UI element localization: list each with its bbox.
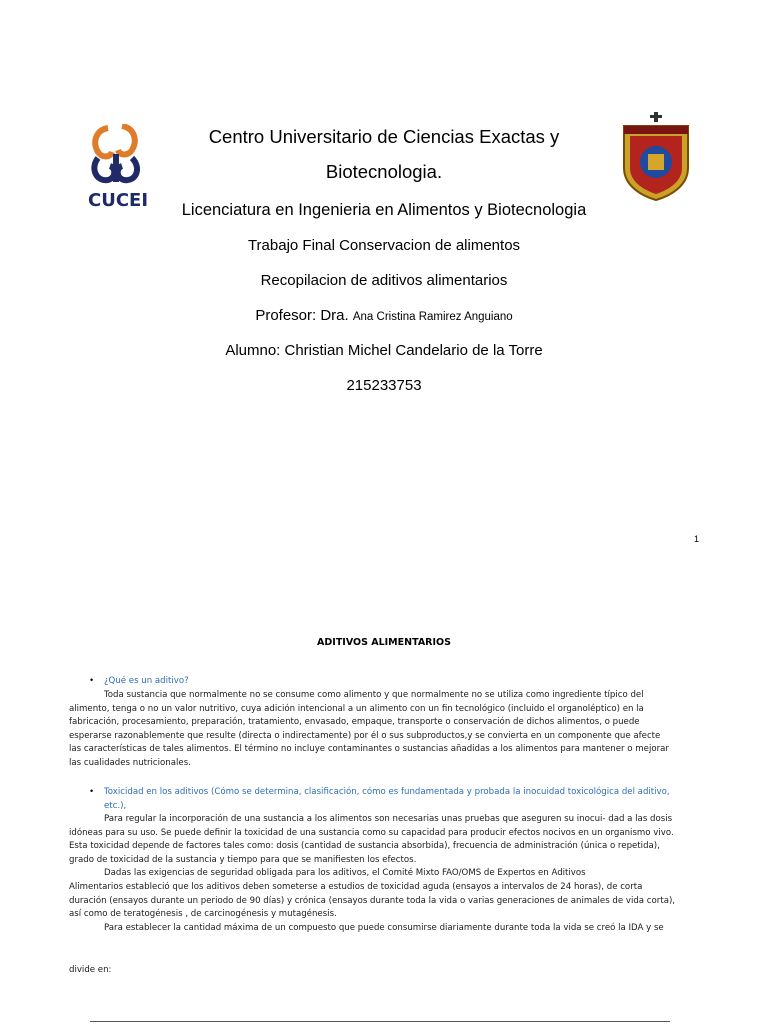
q2-line: Dadas las exigencias de seguridad obligada para los aditivos, el Comité Mixto FAO/OMS de Expertos en Aditivos — [104, 868, 586, 879]
professor-name: Ana Cristina Ramirez Anguiano — [352, 311, 513, 323]
topic-title: Recopilacion de aditivos alimentarios — [260, 272, 508, 289]
q2-line: Para establecer la cantidad máxima de un compuesto que puede consumirse diariamente durante toda la vida se creó la IDA y se — [104, 922, 664, 933]
q2-line: Para regular la incorporación de una sustancia a los alimentos son necesarias unas pruebas que aseguren su inocui- dad a las dosis — [104, 814, 673, 824]
professor-line — [0, 307, 768, 324]
q2-title-line: etc.), — [104, 800, 127, 811]
footer-rule — [90, 1021, 670, 1022]
q1-line: las cualidades nutricionales. — [69, 757, 191, 768]
q1-line: Toda sustancia que normalmente no se consume como alimento y que normalmente no se utiliza como ingrediente típico del — [104, 690, 644, 700]
student-line: Alumno: Christian Michel Candelario de la Torre — [225, 342, 543, 359]
professor-label: Profesor: Dra. — [255, 307, 349, 324]
q2-line: Esta toxicidad depende de factores tales como: dosis (cantidad de sustancia absorbida), frecuencia de administración (única o repetida), — [69, 841, 660, 852]
institution-title-line2: Biotecnologia. — [325, 161, 443, 182]
q2-paragraph — [69, 813, 709, 935]
q1-line: esperarse razonablemente que resulte (directa o indirectamente) por él o sus subproductos,y se convierta en un componente que afecte — [69, 730, 661, 741]
q2-line: Alimentarios estableció que los aditivos deben someterse a estudios de toxicidad aguda (ensayos a intervalos de 24 horas), de corta — [69, 881, 643, 892]
q2-title-line: Toxicidad en los aditivos (Cómo se determina, clasificación, cómo es fundamentada y probada la inocuidad toxicológica del aditivo, — [104, 787, 670, 797]
q2-line: grado de toxicidad de la sustancia y tiempo para que se manifiesten los efectos. — [69, 854, 417, 865]
q2-line: así como de teratogénesis , de carcinogénesis y mutagénesis. — [69, 909, 337, 920]
page-number: 1 — [694, 534, 700, 544]
degree-title: Licenciatura en Ingenieria en Alimentos y Biotecnologia — [181, 201, 587, 219]
q1-paragraph — [69, 689, 709, 771]
q1-line: fabricación, procesamiento, preparación, tratamiento, envasado, empaque, transporte o conservación de dichos alimentos, o puede — [69, 717, 640, 728]
student-id: 215233753 — [346, 377, 422, 394]
q1-line: las características de tales alimentos. El término no incluye contaminantes o sustancias añadidas a los alimentos para mantener o mejorar — [69, 744, 669, 755]
q1-title: ¿Qué es un aditivo? — [104, 676, 189, 686]
work-title: Trabajo Final Conservacion de alimentos — [247, 237, 521, 254]
q2-title — [104, 786, 714, 813]
q1-line: alimento, tenga o no un valor nutritivo, cuya adición intencional a un alimento con un fin tecnológico (incluido el organoléptico) en la — [69, 703, 644, 714]
cucei-logo-text: CUCEI — [88, 190, 149, 211]
q2-line: idóneas para su uso. Se puede definir la toxicidad de una sustancia como su capacidad para producir efectos nocivos en un organismo vivo. — [69, 827, 674, 838]
section-heading: ADITIVOS ALIMENTARIOS — [317, 637, 451, 648]
q2-line: duración (ensayos durante un periodo de 90 días) y crónica (ensayos durante toda la vida o varias generaciones de animales de vida corta), — [69, 895, 676, 906]
bullet-dot: • — [90, 675, 94, 685]
institution-title-line1: Centro Universitario de Ciencias Exactas y — [208, 126, 560, 147]
bullet-dot: • — [90, 786, 94, 796]
divide-text: divide en: — [69, 965, 112, 975]
